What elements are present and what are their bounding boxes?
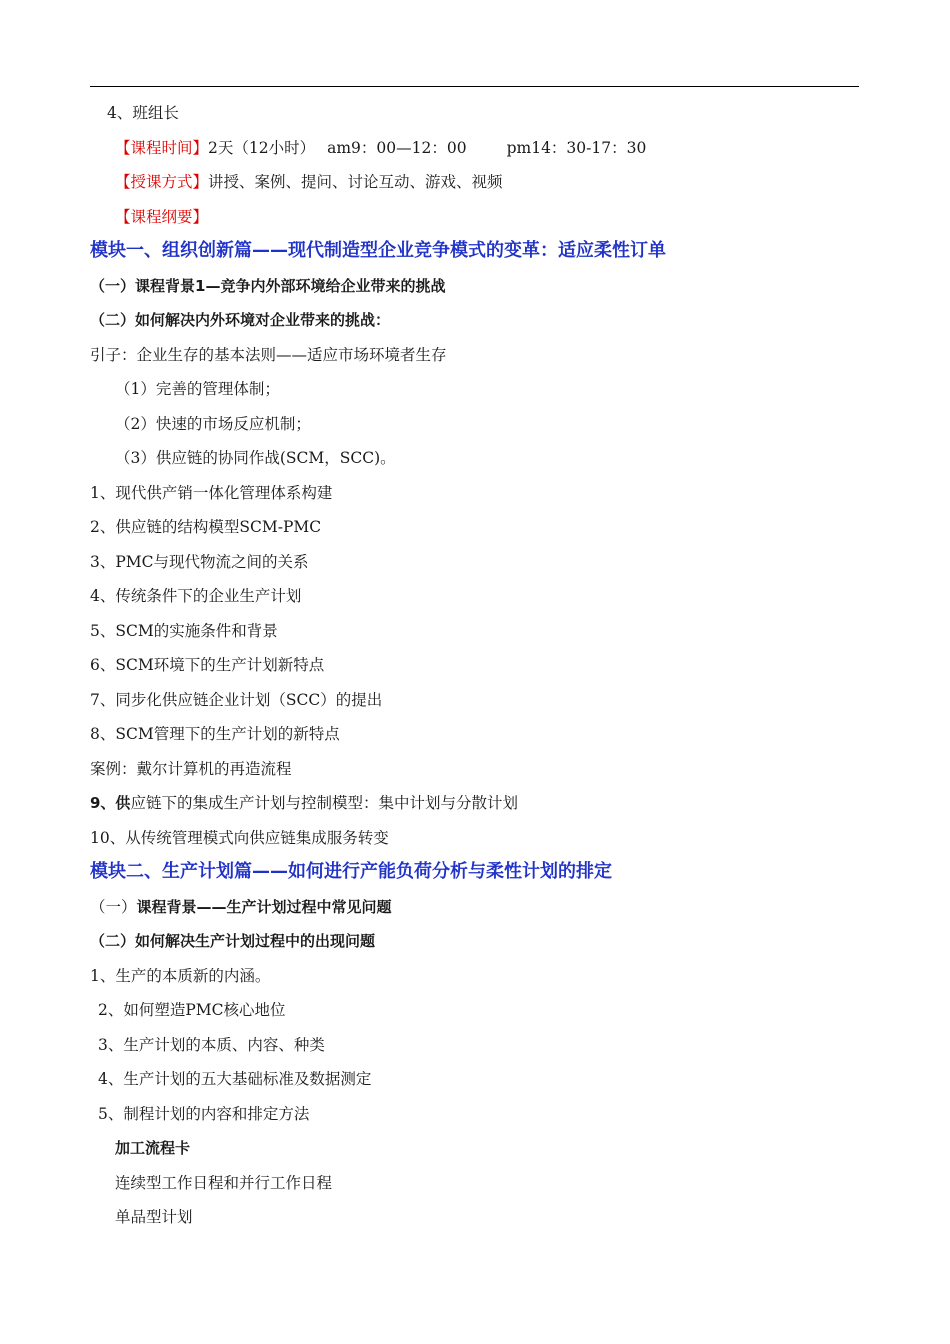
module-1-point: （1）完善的管理体制； bbox=[115, 380, 280, 398]
module-1-item-9 bbox=[90, 786, 860, 821]
course-outline-line bbox=[90, 200, 860, 235]
module-2-sub-item: 连续型工作日程和并行工作日程 bbox=[115, 1173, 333, 1192]
module-2-item: 3、生产计划的本质、内容、种类 bbox=[98, 1035, 325, 1054]
module-2-sub-item: 加工流程卡 bbox=[115, 1139, 191, 1157]
module-2-subheading-1 bbox=[90, 890, 860, 925]
course-time-line bbox=[90, 131, 860, 166]
module-2-item: 5、制程计划的内容和排定方法 bbox=[98, 1104, 310, 1123]
module-1-title: 模块一、组织创新篇——现代制造型企业竞争模式的变革：适应柔性订单 bbox=[90, 240, 666, 261]
module-1-item-10: 10、从传统管理模式向供应链集成服务转变 bbox=[90, 828, 389, 847]
module-1-point: （2）快速的市场反应机制； bbox=[115, 414, 311, 433]
module-1-item: 2、供应链的结构模型SCM-PMC bbox=[90, 518, 322, 536]
document-body bbox=[90, 96, 860, 1235]
header-divider bbox=[90, 86, 859, 87]
module-2-title: 模块二、生产计划篇——如何进行产能负荷分析与柔性计划的排定 bbox=[90, 861, 612, 882]
module-1-item: 8、SCM管理下的生产计划的新特点 bbox=[90, 725, 340, 743]
course-time-pm: pm14：30-17：30 bbox=[506, 138, 647, 157]
module-1-item: 7、同步化供应链企业计划（SCC）的提出 bbox=[90, 690, 383, 709]
module-2-item: 2、如何塑造PMC核心地位 bbox=[98, 1001, 286, 1019]
teaching-method-line bbox=[90, 165, 860, 200]
module-1-item: 1、现代供产销一体化管理体系构建 bbox=[90, 483, 333, 502]
module-2-subheading-1-prefix: （一） bbox=[90, 897, 137, 916]
module-2-subheading-2: （二）如何解决生产计划过程中的出现问题 bbox=[90, 932, 376, 950]
target-item-4: 4、班组长 bbox=[107, 104, 179, 122]
module-2-sub-item: 单品型计划 bbox=[115, 1208, 193, 1226]
course-time-label: 【课程时间】 bbox=[115, 138, 209, 157]
course-outline-label: 【课程纲要】 bbox=[115, 207, 209, 226]
module-1-item: 6、SCM环境下的生产计划新特点 bbox=[90, 656, 325, 674]
module-1-item-9-text: 应链下的集成生产计划与控制模型：集中计划与分散计划 bbox=[130, 794, 518, 812]
module-1-lead: 引子：企业生存的基本法则——适应市场环境者生存 bbox=[90, 345, 447, 364]
course-time-days: 2天（12小时） bbox=[208, 138, 316, 157]
module-1-item: 4、传统条件下的企业生产计划 bbox=[90, 587, 302, 605]
module-1-subheading-2: （二）如何解决内外环境对企业带来的挑战： bbox=[90, 311, 391, 329]
teaching-method-text: 讲授、案例、提问、讨论互动、游戏、视频 bbox=[208, 173, 503, 191]
module-2-subheading-1-text: 课程背景——生产计划过程中常见问题 bbox=[136, 897, 392, 916]
module-1-item: 5、SCM的实施条件和背景 bbox=[90, 621, 278, 640]
module-1-point: （3）供应链的协同作战(SCM，SCC)。 bbox=[115, 449, 396, 467]
module-1-item-9-prefix: 9、供 bbox=[90, 794, 131, 812]
module-1-item: 3、PMC与现代物流之间的关系 bbox=[90, 552, 309, 571]
course-time-am: am9：00—12：00 bbox=[327, 138, 467, 157]
module-2-item: 1、生产的本质新的内涵。 bbox=[90, 966, 271, 985]
module-1-case: 案例：戴尔计算机的再造流程 bbox=[90, 759, 292, 778]
teaching-method-label: 【授课方式】 bbox=[115, 173, 209, 191]
module-2-item: 4、生产计划的五大基础标准及数据测定 bbox=[98, 1070, 372, 1088]
module-1-subheading-1: （一）课程背景1—竞争内外部环境给企业带来的挑战 bbox=[90, 276, 446, 295]
